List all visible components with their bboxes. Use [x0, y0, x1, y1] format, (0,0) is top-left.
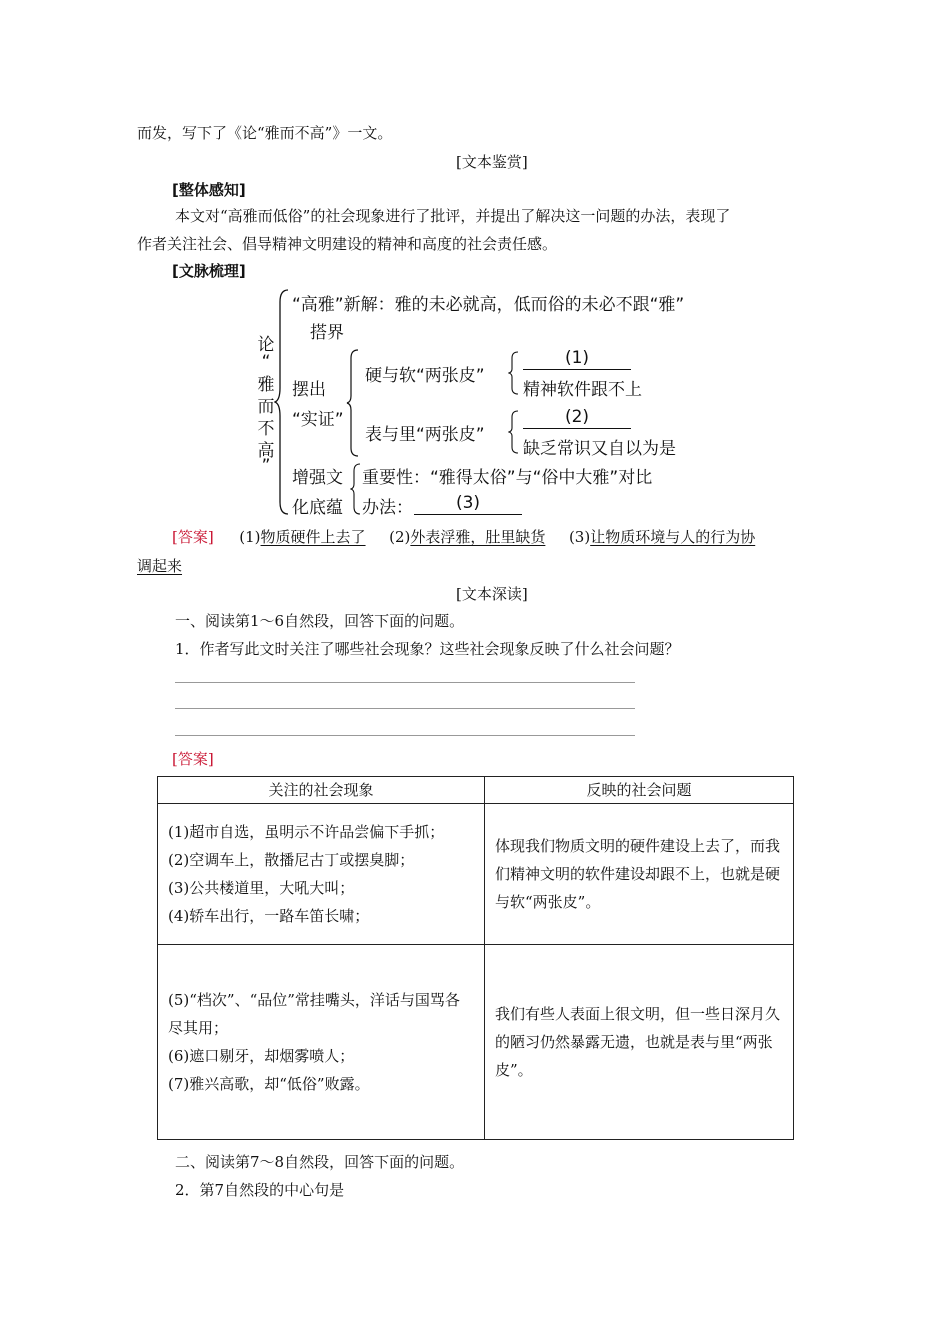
table-cell-phenomena	[158, 804, 485, 945]
answer1-text3-line1: 让物质环境与人的行为协	[590, 528, 756, 546]
structure-heading: [文脉梳理]	[172, 262, 246, 280]
table-cell-phenomena	[158, 945, 485, 1140]
branch2-label-line2: “实证”	[292, 410, 344, 430]
table-header-problems: 反映的社会问题	[485, 777, 794, 804]
overall-heading: [整体感知]	[172, 181, 246, 199]
table-row	[158, 945, 794, 1140]
branch3-item2-prefix: 办法：	[362, 498, 413, 518]
title-char: ”	[261, 456, 271, 476]
part2-question: 2．第7自然段的中心句是	[175, 1181, 345, 1199]
phenomenon-item: (4)轿车出行，一路车笛长啸；	[168, 907, 370, 925]
answer-table	[157, 776, 794, 1140]
section-heading-appreciation: [文本鉴赏]	[456, 153, 528, 171]
part2-instruction: 二、阅读第7～8自然段，回答下面的问题。	[175, 1153, 465, 1171]
answer-tag: [答案]	[172, 528, 214, 546]
part1-question: 1．作者写此文时关注了哪些社会现象？这些社会现象反映了什么社会问题？	[175, 640, 680, 658]
branch3-label-line2: 化底蕴	[292, 498, 343, 518]
table-row	[158, 804, 794, 945]
table-header-row	[158, 777, 794, 804]
title-char: 而	[257, 397, 275, 417]
branch3-label-line1: 增强文	[292, 468, 343, 488]
phenomenon-item: (2)空调车上，散播尼古丁或摆臭脚；	[168, 851, 415, 869]
answer1-text2: 外表浮雅，肚里缺货	[410, 528, 546, 546]
answer1-text1: 物质硬件上去了	[260, 528, 366, 546]
title-char: “	[261, 352, 271, 372]
part1-answer-tag: [答案]	[172, 750, 214, 768]
intro-line: 而发，写下了《论“雅而不高”》一文。	[137, 124, 393, 142]
sub2-brace-icon	[508, 409, 520, 455]
overall-para-line2: 作者关注社会、倡导精神文明建设的精神和高度的社会责任感。	[137, 235, 558, 253]
main-brace-icon	[274, 288, 290, 516]
branch3-item1: 重要性：“雅得太俗”与“俗中大雅”对比	[362, 468, 653, 488]
section-heading-deep-reading: [文本深读]	[456, 585, 528, 603]
title-char: 不	[257, 419, 275, 439]
answer-blank-line	[175, 735, 635, 736]
branch2-label-line1: 摆出	[292, 380, 326, 400]
phenomenon-item: (3)公共楼道里，大吼大叫；	[168, 879, 355, 897]
answer1-num1: (1)	[239, 528, 261, 546]
sub1-text: 精神软件跟不上	[523, 380, 642, 400]
title-char: 论	[257, 335, 275, 355]
overall-para-line1: 本文对“高雅而低俗”的社会现象进行了批评，并提出了解决这一问题的办法，表现了	[175, 207, 731, 225]
sub2-text: 缺乏常识又自以为是	[523, 439, 676, 459]
phenomenon-item: (5)“档次”、“品位”常挂嘴头，洋话与国骂各尽其用；	[168, 991, 460, 1037]
phenomenon-item: (7)雅兴高歌，却“低俗”败露。	[168, 1075, 370, 1093]
sub1-label: 硬与软“两张皮”	[365, 366, 485, 386]
table-cell-problem: 我们有些人表面上很文明，但一些日深月久的陋习仍然暴露无遗，也就是表与里“两张皮”。	[485, 945, 794, 1140]
sub1-blank: (1)	[523, 347, 631, 370]
branch3-brace-icon	[350, 462, 362, 516]
part1-instruction: 一、阅读第1～6自然段，回答下面的问题。	[175, 612, 465, 630]
phenomenon-item: (6)遮口剔牙，却烟雾喷人；	[168, 1047, 355, 1065]
branch2-brace-icon	[346, 348, 360, 458]
sub1-brace-icon	[508, 350, 520, 396]
branch1-line1: “高雅”新解：雅的未必就高，低而俗的未必不跟“雅”	[292, 295, 685, 315]
answer1-num3: (3)	[568, 528, 591, 546]
branch1-line2: 搭界	[310, 323, 344, 343]
answer-blank-line	[175, 682, 635, 683]
title-char: 高	[257, 441, 275, 461]
phenomenon-item: (1)超市自选，虽明示不许品尝偏下手抓；	[168, 823, 445, 841]
branch3-item2-blank: (3)	[414, 492, 522, 515]
answer-blank-line	[175, 708, 635, 709]
answer1-num2: (2)	[389, 528, 411, 546]
table-cell-problem: 体现我们物质文明的硬件建设上去了，而我们精神文明的软件建设却跟不上，也就是硬与软“两张皮”。	[485, 804, 794, 945]
answer1-text3-line2: 调起来	[137, 557, 183, 575]
title-char: 雅	[257, 375, 275, 395]
answer1-row	[172, 526, 755, 547]
sub2-blank: (2)	[523, 406, 631, 429]
sub2-label: 表与里“两张皮”	[365, 425, 485, 445]
table-header-phenomena: 关注的社会现象	[158, 777, 485, 804]
